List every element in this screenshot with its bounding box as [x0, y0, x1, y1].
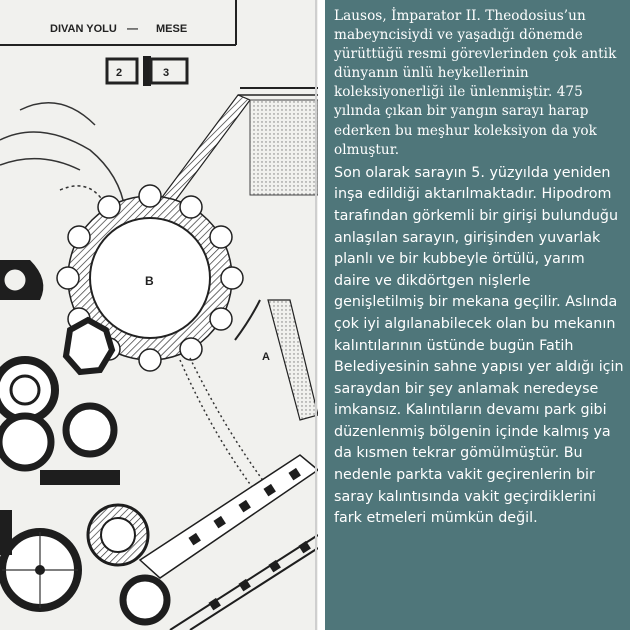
entrance-label-a: A — [262, 351, 270, 363]
room-3-label: 3 — [163, 67, 170, 79]
description-panel — [325, 0, 630, 630]
intro-paragraph: Lausos, İmparator II. Theodosius’un mabeyncisiydi ve yaşadığı dönemde yürüttüğü resmi görevlerinden çok antik dünyanın ünlü heykellerinin koleksiyonerliği ile ünlenmiştir. 475 yılında çıkan bir yangın sarayı harap ederken bu meşhur koleksiyon da yok olmuştur. — [334, 8, 617, 158]
rotunda-label-b: B — [145, 274, 154, 288]
upper-corridor — [160, 88, 318, 205]
room-2-label: 2 — [116, 67, 123, 79]
street-header — [0, 0, 236, 45]
street-label-dash: — — [127, 23, 138, 35]
rooms-2-3 — [107, 56, 187, 86]
street-label-divan-yolu: DIVAN YOLU — [50, 23, 117, 35]
lower-apses — [0, 505, 167, 622]
street-label-mese: MESE — [156, 23, 188, 35]
body-paragraph: Son olarak sarayın 5. yüzyılda yeniden inşa edildiği aktarılmaktadır. Hipodrom tarafından görkemli bir girişi bulunduğu anlaşılan sarayın, girişinden yuvarlak planlı ve bir kubbeyle örtülü, yarım daire ve dikdörtgen nişlerle genişletilmiş bir mekana geçilir. Aslında çok iyi algılanabilecek olan bu mekanın kalıntılarının üstünde bugün Fatih Belediyesinin sahne yapısı yer aldığı için saraydan bir şey anlamak neredeyse imkansız. Kalıntıların devamı park gibi düzenlenmiş bölgenin içinde kalmış ya da kısmen tekrar gömülmüştür. Bu nedenle parkta vakit geçirenlerin bir saray kalıntısında vakit geçirdiklerini fark etmeleri mümkün değil. — [334, 164, 624, 527]
octagonal-room — [66, 320, 112, 372]
